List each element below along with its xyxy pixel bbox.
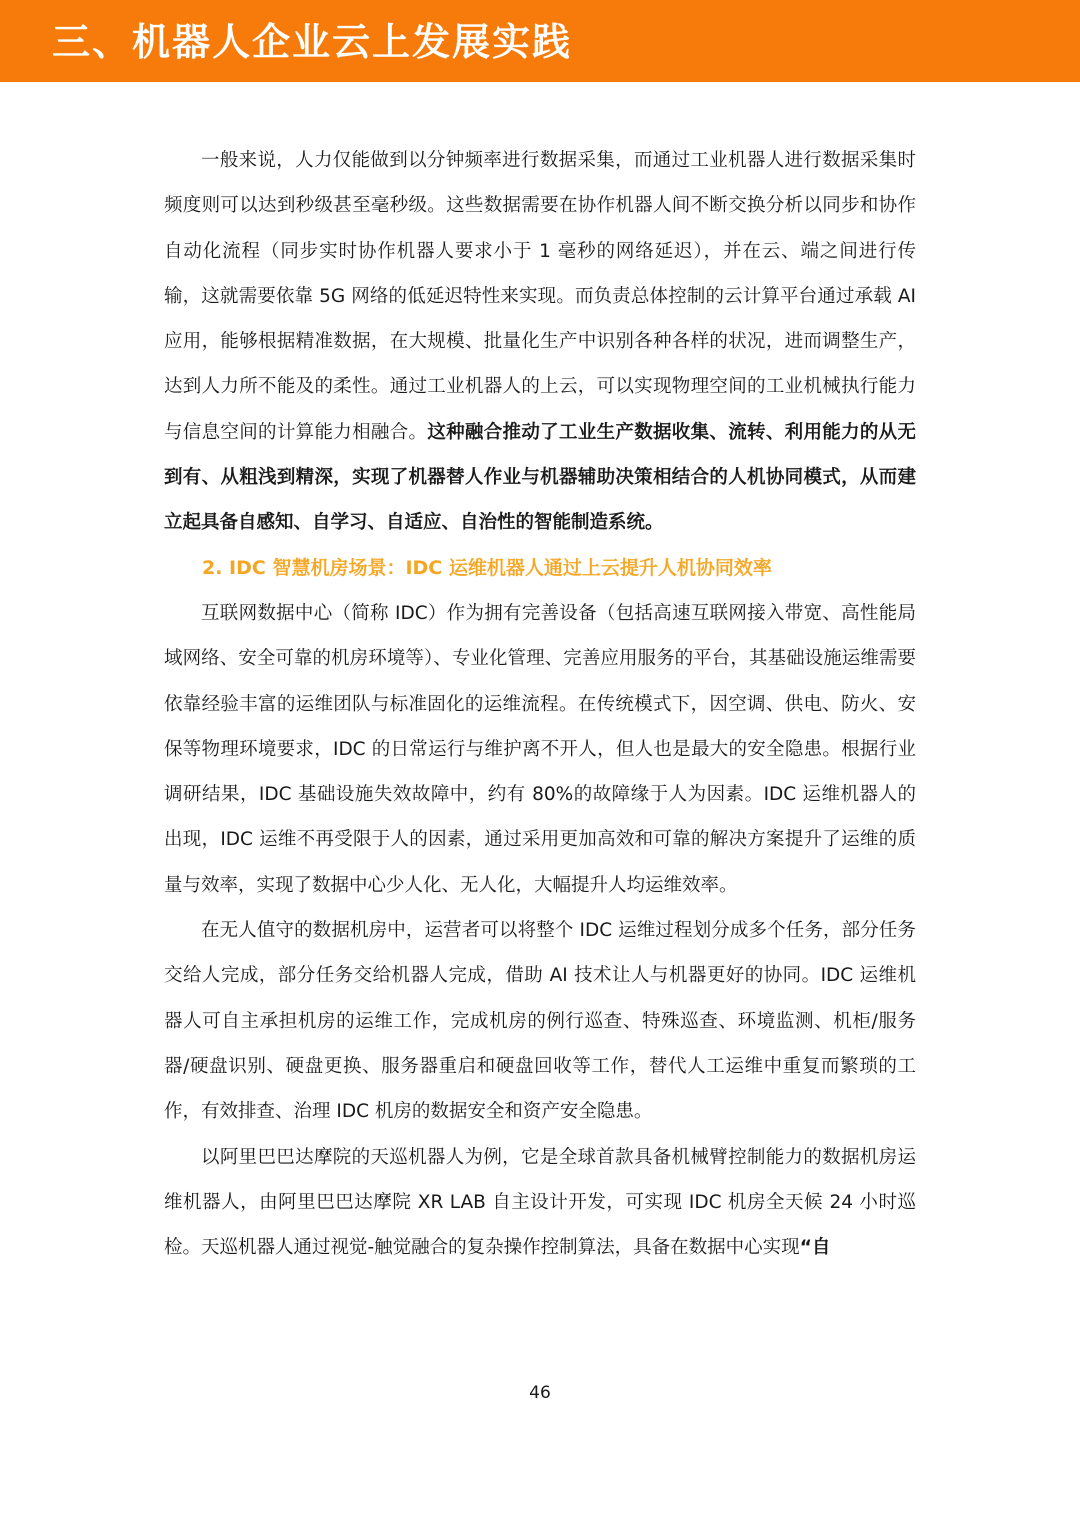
paragraph-1-emphasis: 这种融合推动了工业生产数据收集、流转、利用能力的从无到有、从粗浅到精深，实现了机器替人作业与机器辅助决策相结合的人机协同模式，从而建立起具备自感知、自学习、自适应、自治性的智能制造系统。 — [164, 421, 916, 534]
paragraph-2: 互联网数据中心（简称 IDC）作为拥有完善设备（包括高速互联网接入带宽、高性能局域网络、安全可靠的机房环境等）、专业化管理、完善应用服务的平台，其基础设施运维需要依靠经验丰富的运维团队与标准固化的运维流程。在传统模式下，因空调、供电、防火、安保等物理环境要求，IDC 的日常运行与维护离不开人，但人也是最大的安全隐患。根据行业调研结果，IDC 基础设施失效故障中，约有 80%的故障缘于人为因素。IDC 运维机器人的出现，IDC 运维不再受限于人的因素，通过采用更加高效和可靠的解决方案提升了运维的质量与效率，实现了数据中心少人化、无人化，大幅提升人均运维效率。 — [164, 602, 916, 896]
chapter-title: 三、机器人企业云上发展实践 — [52, 20, 573, 64]
paragraph-4-emphasis: “自 — [799, 1237, 831, 1259]
section-heading-idc: 2. IDC 智慧机房场景：IDC 运维机器人通过上云提升人机协同效率 — [202, 556, 772, 579]
header-bar — [0, 0, 1080, 82]
document-body — [164, 138, 916, 1270]
paragraph-1 — [164, 138, 916, 546]
paragraph-3: 在无人值守的数据机房中，运营者可以将整个 IDC 运维过程划分成多个任务，部分任务交给人完成，部分任务交给机器人完成，借助 AI 技术让人与机器更好的协同。IDC 运维机器人可自主承担机房的运维工作，完成机房的例行巡查、特殊巡查、环境监测、机柜/服务器/硬盘识别、硬盘更换、服务器重启和硬盘回收等工作，替代人工运维中重复而繁琐的工作，有效排查、治理 IDC 机房的数据安全和资产安全隐患。 — [164, 920, 916, 1123]
paragraph-4 — [164, 1135, 916, 1271]
page-number: 46 — [529, 1383, 551, 1403]
paragraph-1-text: 一般来说，人力仅能做到以分钟频率进行数据采集，而通过工业机器人进行数据采集时频度则可以达到秒级甚至毫秒级。这些数据需要在协作机器人间不断交换分析以同步和协作自动化流程（同步实时协作机器人要求小于 1 毫秒的网络延迟），并在云、端之间进行传输，这就需要依靠 5G 网络的低延迟特性来实现。而负责总体控制的云计算平台通过承载 AI 应用，能够根据精准数据，在大规模、批量化生产中识别各种各样的状况，进而调整生产，达到人力所不能及的柔性。通过工业机器人的上云，可以实现物理空间的工业机械执行能力与信息空间的计算能力相融合。 — [164, 150, 916, 443]
paragraph-4-text: 以阿里巴巴达摩院的天巡机器人为例，它是全球首款具备机械臂控制能力的数据机房运维机器人，由阿里巴巴达摩院 XR LAB 自主设计开发，可实现 IDC 机房全天候 24 小时巡检。天巡机器人通过视觉-触觉融合的复杂操作控制算法，具备在数据中心实现 — [164, 1146, 916, 1259]
